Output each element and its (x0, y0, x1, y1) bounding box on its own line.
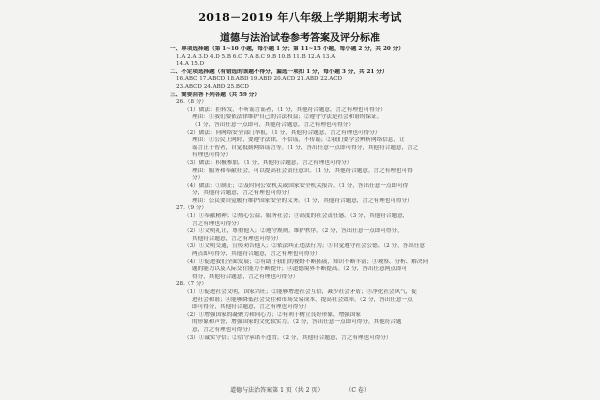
answer-line: 14.A 15.D (176, 61, 205, 68)
answer-line: 16.ABC 17.ABCD 18.ABD 19.ABD 20.ACD 21.ABD 22.ACD (176, 76, 343, 83)
answer-line: 谣言止于智者，自觉抵制网络谣言等。（1 分，答出任意一点即可得分，其他符合题意，言之 (192, 144, 419, 151)
page-footer (0, 385, 600, 394)
answer-line: 题的能力以及人际交往能力不断提升；④道德境界不断提高。（2 分，答出任意两点即可 (192, 266, 408, 273)
question-heading: 28.（7 分） (176, 281, 208, 288)
answer-line: 分） (192, 175, 204, 182)
section-heading-short-answer: 三、简要回答下列各题（共 59 分） (170, 91, 260, 98)
answer-line: 的形象和声誉，增强国家的文化软实力。（2 分，答出任意一点即可得分，其他符合题 (192, 319, 402, 326)
page-subtitle: 道德与法治试卷参考答案及评分标准 (220, 33, 380, 44)
section-heading-multiple-choice: 二、不定项选择题（有错选的该题不得分，漏选一项扣 1 分，每小题 3 分，共 21 分） (170, 68, 388, 75)
paper-version-label: （C 卷） (345, 387, 370, 394)
answer-line: （4）①促进我们全面发展；②有助于我们的视野不断拓展，知识不断丰富；③观察、分析、解决问 (184, 258, 429, 265)
answer-line: （3）①诚实守信；②信守承诺不违背。（2 分，其他符合题意，言之有理也可得分） (184, 334, 392, 341)
answer-line: 其他符合题意，言之有理也可得分） (192, 235, 282, 242)
question-heading: 27.（9 分） (176, 205, 208, 212)
answer-line: 理由：服务和奉献社会，可以提高社会责任意识。（1 分，其他符合题意，言之有理也可得 (192, 167, 413, 174)
answer-line: 23.ABCD 24.ABD 25.BCD (176, 83, 249, 90)
answer-line: 理由：①我们要依法律维护自己的合法权益；②遵守守法是社会和谐的保证。 (192, 114, 383, 121)
answer-line: （1）做法：拒转发，不听谣言谣者，（1 分，其他符合题意，言之有理也可得分） (184, 106, 386, 113)
answer-line: （1 分，答出任意一点即可，其他符合题意，言之有理也可得分） (192, 121, 354, 128)
page-title: 2018－2019 年八年级上学期期末考试 (198, 11, 402, 24)
answer-line: 分，其他符合题意，言之有理也可得分） (192, 190, 293, 197)
answer-line: 两点即可得分，其他符合题意，言之有理也可得分） (192, 251, 321, 258)
answer-line: （1）①奉献精神；②热心公益、服务社会；③高度的社会责任感。（3 分，其他符合题意， (184, 213, 409, 220)
answer-line: （3）做法：积极参加，（1 分，其他符合题意，言之有理也可得分） (184, 159, 353, 166)
section-heading-single-choice: 一、单项选择题（第 1~10 小题，每小题 1 分；第 11~15 小题，每小题 2 分，共 20 分） (170, 46, 404, 52)
answer-line: 有理也可得分） (192, 152, 232, 159)
answer-line: 理由：公民要自觉履行维护国家安全的义务。（1 分，其他符合题意，言之有理也可得分） (192, 197, 413, 204)
answer-line: （2）①文明礼让，尊重他人；②遵守规则，维护秩序。（2 分，答出任意一点即可得分， (184, 228, 403, 235)
answer-line: （2）做法：向网络安全部门举报，（1 分，其他符合题意，言之有理也可得分） (184, 129, 381, 136)
answer-line: 进社会和谐；④能够降低社会交往和市场交易成本，提高社会效率。（2 分，答出任意一点 (192, 296, 413, 303)
answer-body (170, 46, 452, 342)
question-heading: 26.（8 分） (176, 99, 208, 106)
answer-line: 1.A 2.A 3.D 4.D 5.B 6.C 7.A 8.C 9.B 10.B 11.B 12.A 13.A (176, 53, 336, 60)
answer-line: 言之有理也可得分） (192, 220, 243, 227)
answer-line: 即可得分，其他符合题意，言之有理也可得分） (192, 304, 310, 311)
answer-line: 理由：①公民上网时，要遵守法律，不信谣，不传谣；②我们要学会辨析网络信息，让 (192, 137, 405, 144)
answer-line: 得分，其他符合题意，言之有理也可得分） (192, 273, 299, 280)
answer-line: （4）做法：①制止；②及时向公安机关或国家安全机关报告。（1 分，答出任意一点即可得 (184, 182, 409, 189)
page-number-label: 道德与法治答案第 1 页（共 2 页） (230, 387, 324, 394)
answer-line: （2）①增强国家的凝聚力和向心力；②有利于树立良好形象，增强国家 (184, 311, 361, 318)
answer-line: 意，言之有理也可得分） (192, 326, 254, 333)
answer-line: （3）①文明交通，宣传劝告他人；②依法纠正违法行为；③自觉遵守社会公德。（2 分，答出任意 (184, 243, 426, 250)
answer-line: （1）①促进社会文明，国家兴旺；②能够增进社会互信，减少社会矛盾；③净化社会风气，促 (184, 289, 417, 295)
